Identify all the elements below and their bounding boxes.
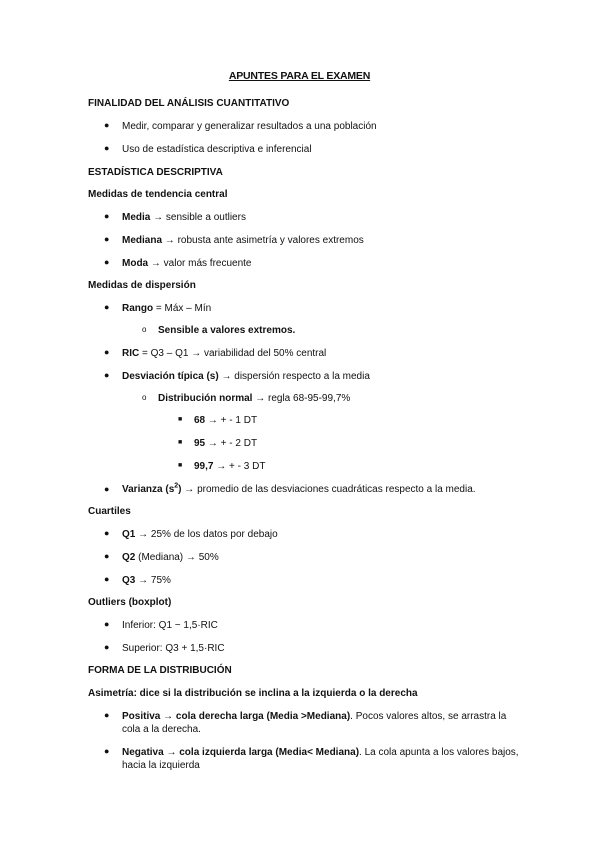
subheading-cuartiles: Cuartiles	[88, 506, 131, 517]
arrow: →	[160, 711, 176, 722]
bullet-icon: ●	[104, 120, 110, 130]
list-item	[194, 437, 257, 450]
superscript: 2	[174, 482, 179, 490]
term: Q3	[122, 575, 136, 586]
description: → + - 1 DT	[205, 415, 258, 426]
term: RIC	[122, 348, 140, 359]
list-item	[122, 528, 278, 541]
description: . Pocos valores altos, se arrastra la cola a la derecha.	[122, 711, 507, 735]
list-item	[122, 257, 251, 270]
bullet-icon: ●	[104, 257, 110, 267]
list-item: Superior: Q3 + 1,5·RIC	[122, 643, 225, 654]
bullet-icon: ■	[178, 416, 183, 423]
list-item	[194, 414, 257, 427]
description: → robusta ante asimetría y valores extremos	[162, 235, 364, 246]
term: Moda	[122, 258, 149, 269]
list-item	[122, 370, 370, 383]
description: → sensible a outliers	[150, 212, 246, 223]
term-note: (Mediana)	[135, 552, 184, 563]
list-item	[122, 483, 476, 496]
list-item	[122, 347, 326, 360]
bullet-icon: ●	[104, 619, 110, 629]
description: → + - 3 DT	[213, 461, 266, 472]
bullet-icon: ●	[104, 347, 110, 357]
bullet-icon: ●	[104, 551, 110, 561]
description: → dispersión respecto a la media	[218, 371, 370, 382]
bullet-icon: ●	[104, 642, 110, 652]
bullet-icon: ●	[104, 302, 110, 312]
term: Rango	[122, 303, 154, 314]
list-item	[194, 460, 265, 473]
term: Media	[122, 212, 151, 223]
bullet-icon: ●	[104, 574, 110, 584]
list-item: Sensible a valores extremos.	[158, 325, 296, 336]
description: . La cola apunta a los valores bajos, hacia la izquierda	[122, 747, 519, 771]
bullet-icon: ●	[104, 143, 110, 153]
term: 68	[194, 415, 206, 426]
list-item	[122, 302, 211, 315]
term: 95	[194, 438, 206, 449]
list-item: Medir, comparar y generalizar resultados a una población	[122, 121, 377, 132]
description: → regla 68-95-99,7%	[252, 393, 351, 404]
bullet-icon: ●	[104, 370, 110, 380]
emphasis: cola derecha larga (Media >Mediana)	[175, 711, 351, 722]
description: → + - 2 DT	[205, 438, 258, 449]
bullet-icon: ●	[104, 234, 110, 244]
description: = Q3 – Q1 → variabilidad del 50% central	[139, 348, 327, 359]
description: → valor más frecuente	[148, 258, 252, 269]
bullet-icon: o	[142, 325, 147, 334]
subheading-tendencia: Medidas de tendencia central	[88, 189, 228, 200]
term: Varianza (s	[122, 484, 175, 495]
term: Negativa	[122, 747, 164, 758]
subheading-outliers: Outliers (boxplot)	[88, 597, 172, 608]
heading-finalidad: FINALIDAD DEL ANÁLISIS CUANTITATIVO	[88, 98, 290, 109]
term: Desviación típica (s)	[122, 371, 219, 382]
bullet-icon: ■	[178, 439, 183, 446]
term-close: )	[178, 484, 182, 495]
list-item	[122, 574, 171, 587]
term: Q2	[122, 552, 136, 563]
bullet-icon: ●	[104, 746, 110, 756]
subheading-dispersion: Medidas de dispersión	[88, 280, 196, 291]
bullet-icon: ■	[178, 462, 183, 469]
list-item	[122, 710, 522, 736]
term: 99,7	[194, 461, 214, 472]
list-item	[122, 211, 246, 224]
list-item	[122, 746, 522, 772]
list-item	[122, 551, 219, 564]
term: Distribución normal	[158, 393, 253, 404]
list-item: Uso de estadística descriptiva e inferencial	[122, 144, 312, 155]
description: → 75%	[135, 575, 171, 586]
bullet-icon: ●	[104, 710, 110, 720]
heading-forma: FORMA DE LA DISTRIBUCIÓN	[88, 665, 232, 676]
term: Positiva	[122, 711, 161, 722]
heading-descriptiva: ESTADÍSTICA DESCRIPTIVA	[88, 167, 223, 178]
subheading-asimetria: Asimetría: dice si la distribución se inclina a la izquierda o la derecha	[88, 688, 418, 699]
arrow: →	[163, 747, 180, 758]
bullet-icon: ●	[104, 528, 110, 538]
term: Mediana	[122, 235, 163, 246]
description: → 25% de los datos por debajo	[135, 529, 278, 540]
list-item: Inferior: Q1 − 1,5·RIC	[122, 620, 218, 631]
bullet-icon: o	[142, 393, 147, 402]
list-item	[122, 234, 364, 247]
document-title: APUNTES PARA EL EXAMEN	[228, 70, 371, 82]
list-item	[158, 392, 350, 405]
bullet-icon: ●	[104, 484, 110, 494]
bullet-icon: ●	[104, 211, 110, 221]
emphasis: cola izquierda larga (Media< Mediana)	[179, 747, 360, 758]
term: Q1	[122, 529, 136, 540]
description: = Máx – Mín	[153, 303, 212, 314]
description: → promedio de las desviaciones cuadráticas respecto a la media.	[181, 484, 476, 495]
description: → 50%	[183, 552, 219, 563]
